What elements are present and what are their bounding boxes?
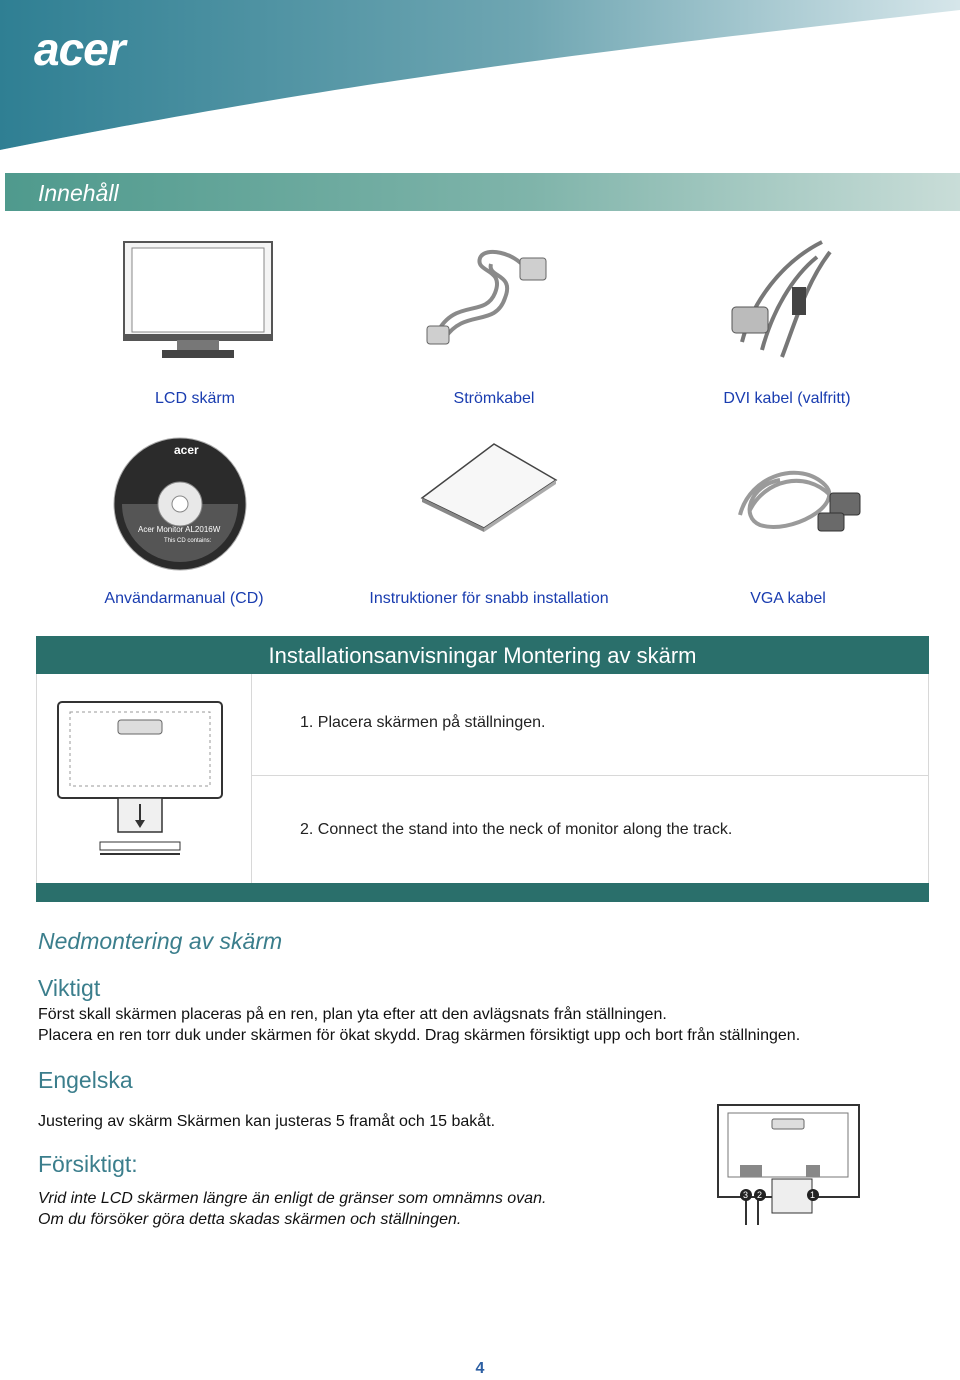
user-manual-cd-image	[112, 436, 248, 572]
english-heading: Engelska	[38, 1067, 133, 1093]
port-label-3: 3	[743, 1190, 749, 1200]
cd-brand: acer	[174, 443, 199, 457]
cd-contains: This CD contains:	[164, 538, 212, 544]
vga-cable-image	[730, 455, 870, 547]
installation-divider-horizontal	[252, 775, 928, 776]
power-cable-image	[425, 238, 553, 348]
acer-logo: acer	[34, 23, 125, 75]
cd-product: Acer Monitor AL2016W	[138, 525, 221, 534]
caption-power-cable: Strömkabel	[453, 390, 535, 407]
monitor-back-stand-image	[56, 700, 224, 864]
lcd-monitor-image	[122, 240, 274, 362]
dvi-cable-image	[722, 232, 840, 364]
contents-title: Innehåll	[38, 180, 119, 206]
important-heading: Viktigt	[38, 975, 101, 1001]
monitor-rear-ports-image	[716, 1103, 861, 1229]
caution-line-1: Vrid inte LCD skärmen längre än enligt de gränser som omnämns ovan.	[38, 1190, 547, 1207]
contents-bar	[5, 173, 960, 211]
page-number: 4	[475, 1360, 485, 1377]
adjust-text: Justering av skärm Skärmen kan justeras 5 framåt och 15 bakåt.	[38, 1113, 496, 1130]
step-1-text: 1. Placera skärmen på ställningen.	[300, 714, 546, 731]
caption-lcd: LCD skärm	[154, 390, 235, 407]
header-banner	[0, 0, 960, 150]
caution-line-2: Om du försöker göra detta skadas skärmen och ställningen.	[38, 1211, 462, 1228]
port-label-2: 2	[757, 1190, 763, 1200]
caption-quick-start: Instruktioner för snabb installation	[369, 590, 609, 607]
caption-user-manual: Användarmanual (CD)	[104, 590, 264, 607]
installation-footer-bar	[36, 883, 929, 902]
removal-title: Nedmontering av skärm	[38, 928, 283, 954]
caution-heading: Försiktigt:	[38, 1151, 138, 1177]
quick-start-guide-image	[418, 440, 560, 532]
removal-line-1: Först skall skärmen placeras på en ren, plan yta efter att den avlägsnats från ställningen.	[38, 1006, 667, 1023]
step-2-text: 2. Connect the stand into the neck of monitor along the track.	[300, 821, 733, 838]
installation-divider-vertical	[251, 674, 252, 883]
installation-title: Installationsanvisningar Montering av skärm	[268, 643, 697, 668]
caption-vga-cable: VGA kabel	[750, 590, 826, 607]
removal-line-2: Placera en ren torr duk under skärmen för ökat skydd. Drag skärmen försiktigt upp och bort från ställningen.	[38, 1027, 801, 1044]
port-label-1: 1	[810, 1190, 816, 1200]
caption-dvi-cable: DVI kabel (valfritt)	[723, 390, 851, 407]
